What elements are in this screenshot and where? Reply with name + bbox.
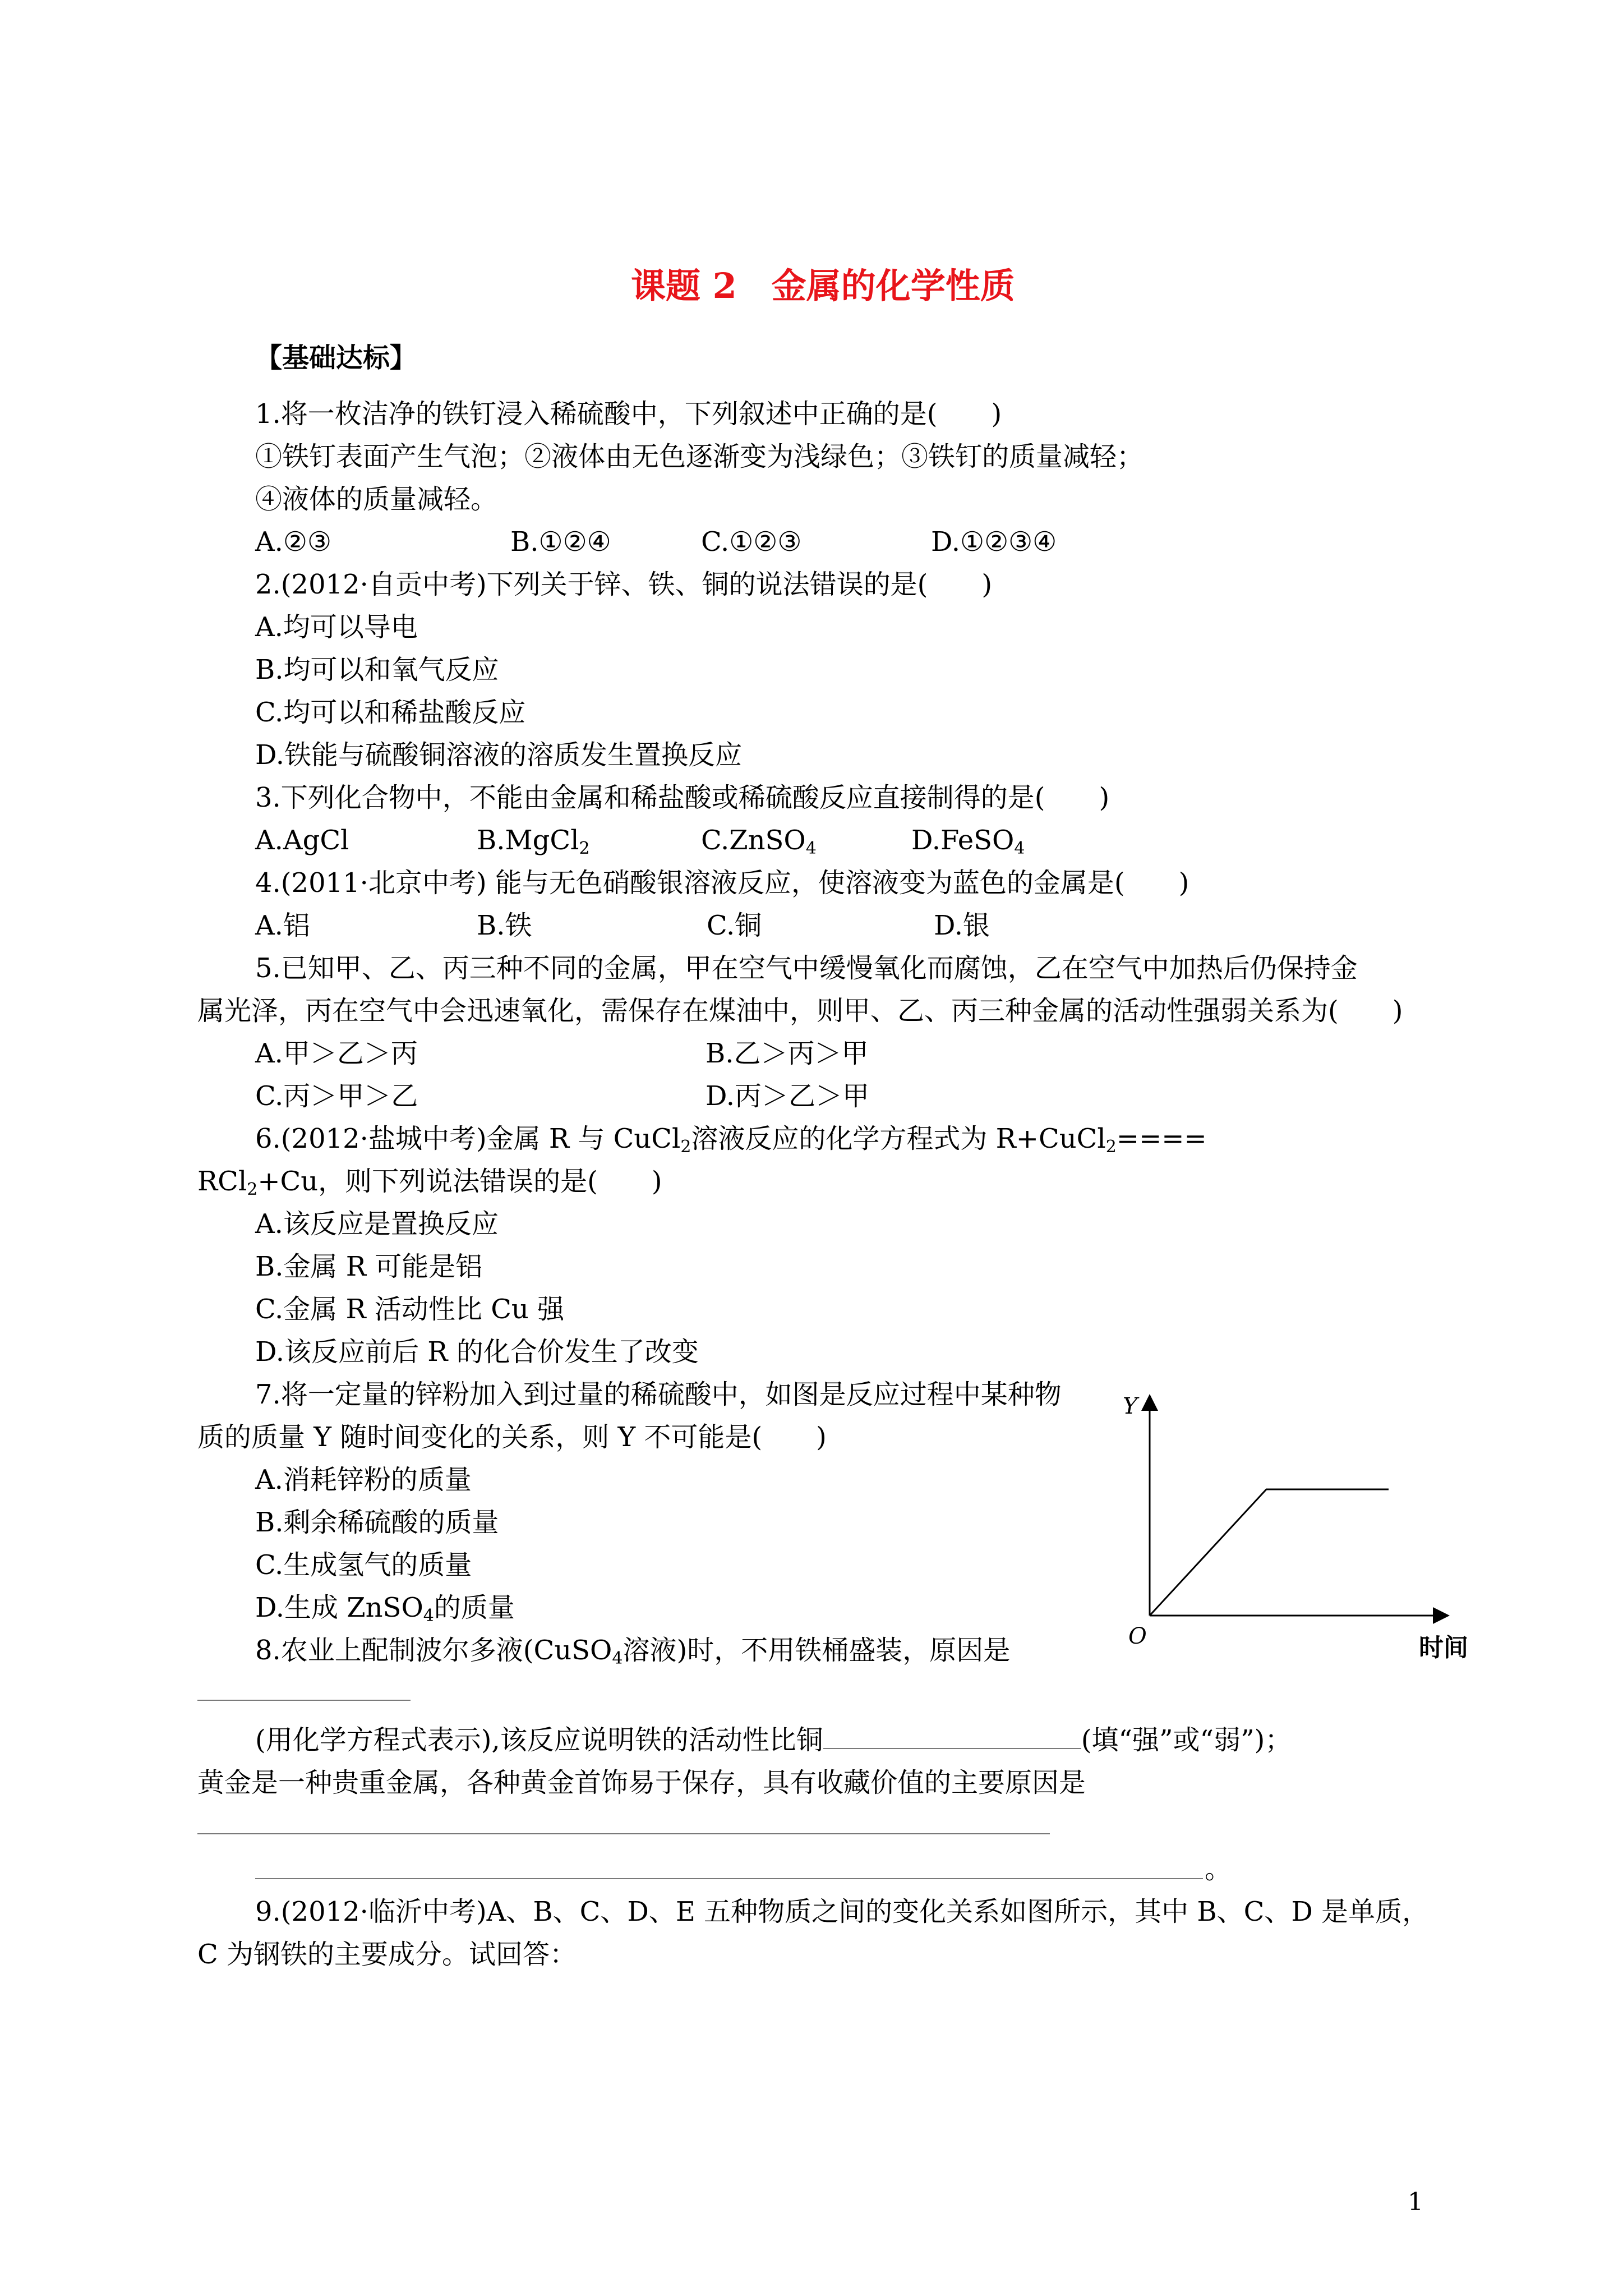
question-5-option-c: C.丙＞甲＞乙 <box>255 1080 418 1112</box>
question-6-stem-2: RCl$_2$+Cu，则下列说法错误的是( ) <box>197 1166 662 1199</box>
question-1-option-d: D.①②③④ <box>931 526 1057 558</box>
question-5-option-a: A.甲＞乙＞丙 <box>255 1038 418 1069</box>
question-2-option-a: A.均可以导电 <box>255 611 418 643</box>
question-9-stem-2: C 为钢铁的主要成分。试回答： <box>197 1939 577 1970</box>
question-7-stem-1: 7.将一定量的锌粉加入到过量的稀硫酸中，如图是反应过程中某种物 <box>255 1379 1062 1410</box>
question-1-option-b: B.①②④ <box>510 526 611 558</box>
answer-blank-activity[interactable] <box>823 1723 1081 1749</box>
question-8-end-mark: 。 <box>1205 1853 1232 1885</box>
graph-x-label: 时间 <box>1419 1634 1468 1662</box>
question-6-option-b: B.金属 R 可能是铝 <box>255 1251 483 1282</box>
question-2-option-c: C.均可以和稀盐酸反应 <box>255 697 526 728</box>
question-7-option-d: D.生成 ZnSO$_4$的质量 <box>255 1592 515 1626</box>
question-1-statements-2: ④液体的质量减轻。 <box>255 484 498 515</box>
question-5-stem-2: 属光泽，丙在空气中会迅速氧化，需保存在煤油中，则甲、乙、丙三种金属的活动性强弱关系为( ) <box>197 995 1403 1027</box>
question-4-option-b: B.铁 <box>477 910 532 941</box>
question-7-option-b: B.剩余稀硫酸的质量 <box>255 1507 499 1538</box>
question-7-graph <box>1116 1380 1486 1683</box>
question-6-option-d: D.该反应前后 R 的化合价发生了改变 <box>255 1336 699 1368</box>
section-heading: 【基础达标】 <box>255 342 417 374</box>
question-1-statements-1: ①铁钉表面产生气泡；②液体由无色逐渐变为浅绿色；③铁钉的质量减轻； <box>255 441 1144 472</box>
question-9-stem-1: 9.(2012·临沂中考)A、B、C、D、E 五种物质之间的变化关系如图所示，其中 B、C、D 是单质， <box>255 1896 1430 1927</box>
question-7-option-a: A.消耗锌粉的质量 <box>255 1464 472 1496</box>
question-2-option-b: B.均可以和氧气反应 <box>255 654 499 685</box>
question-3-option-d: D.FeSO$_4$ <box>911 825 1025 858</box>
question-3-option-c: C.ZnSO$_4$ <box>701 825 817 858</box>
question-4-stem: 4.(2011·北京中考) 能与无色硝酸银溶液反应，使溶液变为蓝色的金属是( ) <box>255 867 1189 899</box>
question-5-option-b: B.乙＞丙＞甲 <box>706 1038 869 1069</box>
graph-curve <box>1150 1489 1389 1616</box>
question-3-stem: 3.下列化合物中，不能由金属和稀盐酸或稀硫酸反应直接制得的是( ) <box>255 782 1110 813</box>
question-2-option-d: D.铁能与硫酸铜溶液的溶质发生置换反应 <box>255 739 743 771</box>
question-6-option-c: C.金属 R 活动性比 Cu 强 <box>255 1294 565 1325</box>
question-3-option-b: B.MgCl$_2$ <box>477 825 590 858</box>
question-2-stem: 2.(2012·自贡中考)下列关于锌、铁、铜的说法错误的是( ) <box>255 569 993 600</box>
question-5-stem-1: 5.已知甲、乙、丙三种不同的金属，甲在空气中缓慢氧化而腐蚀，乙在空气中加热后仍保持金 <box>255 953 1358 984</box>
question-1-stem: 1.将一枚洁净的铁钉浸入稀硫酸中，下列叙述中正确的是( ) <box>255 398 1002 430</box>
question-5-option-d: D.丙＞乙＞甲 <box>706 1080 870 1112</box>
question-6-stem-1: 6.(2012·盐城中考)金属 R 与 CuCl$_2$溶液反应的化学方程式为 R+CuCl$_2$==== <box>255 1123 1207 1157</box>
question-3-option-a: A.AgCl <box>255 825 349 856</box>
question-7-stem-2: 质的质量 Y 随时间变化的关系，则 Y 不可能是( ) <box>197 1421 827 1453</box>
question-8-stem-3: 黄金是一种贵重金属，各种黄金首饰易于保存，具有收藏价值的主要原因是 <box>197 1767 1086 1798</box>
question-7-option-c: C.生成氢气的质量 <box>255 1549 472 1581</box>
question-4-option-a: A.铝 <box>255 910 310 941</box>
answer-blank-gold-reason-1[interactable] <box>197 1833 1050 1834</box>
question-8-stem-2: (用化学方程式表示),该反应说明铁的活动性比铜 (填“强”或“弱”)； <box>255 1724 1292 1756</box>
question-4-option-c: C.铜 <box>707 910 762 941</box>
graph-y-label: Y <box>1123 1393 1138 1419</box>
page-number: 1 <box>1408 2188 1423 2216</box>
page-title: 课题 2 金属的化学性质 <box>631 265 1015 306</box>
question-1-option-c: C.①②③ <box>701 526 802 558</box>
question-1-option-a: A.②③ <box>255 526 331 558</box>
question-6-option-a: A.该反应是置换反应 <box>255 1208 499 1240</box>
answer-blank-gold-reason-2[interactable] <box>255 1878 1203 1879</box>
answer-blank-equation[interactable] <box>197 1700 411 1701</box>
question-4-option-d: D.银 <box>934 910 990 941</box>
question-8-stem-1: 8.农业上配制波尔多液(CuSO$_4$溶液)时，不用铁桶盛装，原因是 <box>255 1635 1011 1668</box>
graph-origin-label: O <box>1128 1623 1147 1649</box>
